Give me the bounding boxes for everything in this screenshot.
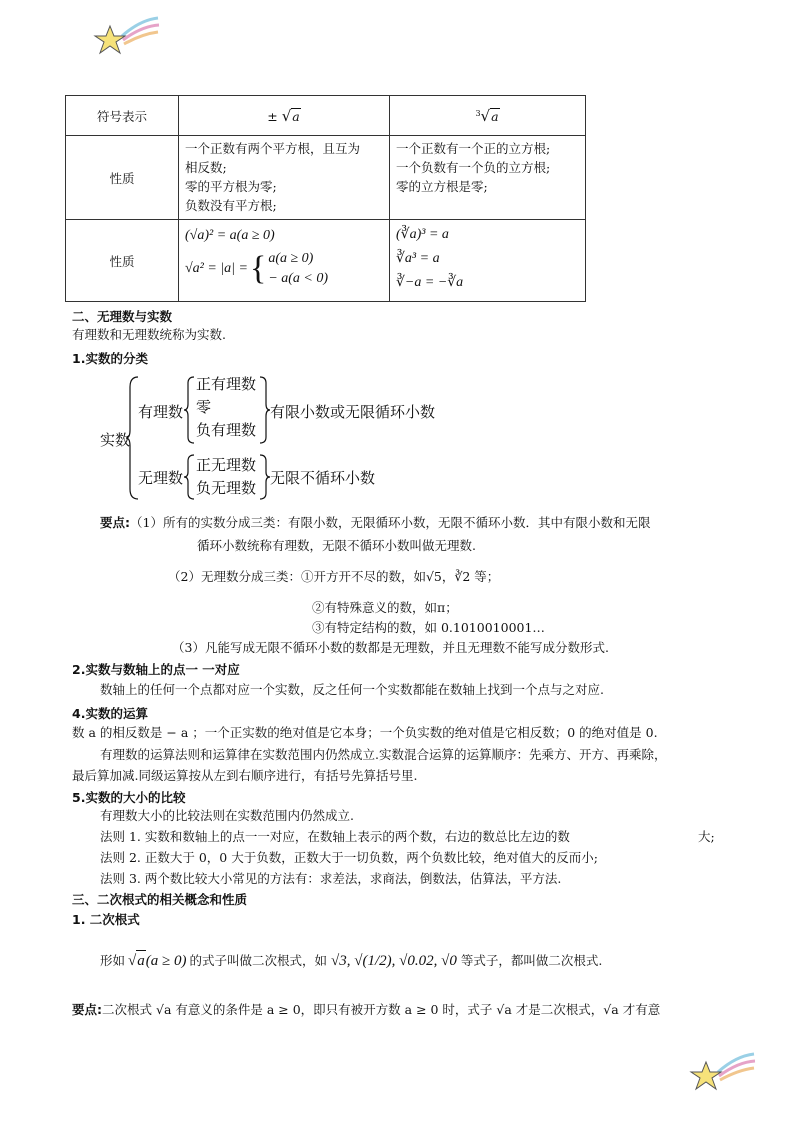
formula: √a² = |a| =	[185, 261, 248, 276]
plus-minus: ±	[267, 108, 278, 124]
subsection-5-title: 5.实数的大小的比较	[72, 790, 186, 805]
points-label: 要点:	[100, 515, 130, 530]
brace-icon	[258, 453, 270, 501]
real-number-classification-tree	[100, 373, 500, 503]
points-line	[72, 1000, 660, 1020]
text-line: 零的立方根是零;	[396, 179, 488, 194]
tree-rational-desc: 有限小数或无限循环小数	[270, 403, 436, 421]
point-text: 二次根式 √a 有意义的条件是 a ≥ 0，即只有被开方数 a ≥ 0 时，式子 √a 才是二次根式，√a 才有意	[102, 1002, 661, 1017]
definition-examples: √3, √(1/2), √0.02, √0	[331, 952, 457, 969]
section-2-title: 二、无理数与实数	[72, 309, 173, 324]
point-text: （2）无理数分成三类：①开方开不尽的数，如√5，∛2 等；	[168, 569, 500, 584]
definition-text: 形如	[100, 952, 126, 968]
subsection-4-title: 4.实数的运算	[72, 706, 148, 721]
points-label: 要点:	[72, 1002, 102, 1017]
tree-leaf: 负有理数	[196, 421, 257, 439]
paragraph: 数 a 的相反数是 − a ；一个正实数的绝对值是它本身；一个负实数的绝对值是它相反数；0 的绝对值是 0.	[72, 725, 658, 740]
point-text: （3）凡能写成无限不循环小数的数都是无理数，并且无理数不能写成分数形式.	[172, 640, 609, 655]
label-conclusions: 性质	[66, 220, 179, 302]
table-row	[66, 220, 586, 302]
point-text: ③有特定结构的数，如 0.1010010001…	[312, 620, 545, 635]
section-3-title: 三、二次根式的相关概念和性质	[72, 892, 248, 907]
brace-icon	[258, 375, 270, 445]
square-root-conclusions: (√a)² = a(a ≥ 0) √a² = |a| = { a(a ≥ 0) − a(a < 0)	[179, 220, 390, 302]
brace-icon	[184, 375, 196, 445]
tree-leaf: 零	[196, 398, 212, 416]
subsection-2-title: 2.实数与数轴上的点一 一对应	[72, 662, 240, 677]
point-text: ②有特殊意义的数，如π；	[312, 600, 458, 615]
paragraph: 数轴上的任何一个点都对应一个实数，反之任何一个实数都能在数轴上找到一个点与之对应.	[100, 682, 604, 697]
definition-text: 的式子叫做二次根式，如	[189, 952, 327, 968]
radicand: a	[491, 108, 499, 124]
text-line: 一个正数有两个平方根，且互为	[185, 141, 361, 156]
rule-1-end: 大;	[698, 829, 715, 844]
square-root-properties	[179, 136, 390, 220]
header-square-root: ± √a	[179, 96, 390, 136]
tree-rational: 有理数	[138, 403, 184, 421]
tree-leaf: 正无理数	[196, 456, 257, 474]
tree-leaf: 负无理数	[196, 479, 257, 497]
formula: ∛a³ = a	[396, 251, 440, 266]
table-row	[66, 96, 586, 136]
section-2-intro: 有理数和无理数统称为实数.	[72, 327, 226, 342]
formula: (√a)² = a(a ≥ 0)	[185, 228, 275, 243]
text-line: 一个正数有一个正的立方根;	[396, 141, 551, 156]
star-decoration-top	[92, 14, 162, 60]
formula: ∛−a = −∛a	[396, 275, 464, 290]
rule-1: 法则 1. 实数和数轴上的点一一对应，在数轴上表示的两个数，右边的数总比左边的数	[100, 829, 570, 844]
points-line-1	[100, 513, 650, 533]
formula: (∛a)³ = a	[396, 227, 449, 242]
star-decoration-bottom	[688, 1050, 758, 1096]
formula-case: a(a ≥ 0)	[268, 251, 314, 266]
paragraph: 最后算加减.同级运算按从左到右顺序进行，有括号先算括号里.	[72, 768, 418, 783]
paragraph: 有理数的运算法则和运算律在实数范围内仍然成立.实数混合运算的运算顺序：先乘方、开方、再乘除，	[100, 747, 667, 762]
tree-leaf: 正有理数	[196, 375, 257, 393]
header-cube-root: $^3$√a	[390, 96, 586, 136]
point-text: （1）所有的实数分成三类：有限小数，无限循环小数，无限不循环小数．其中有限小数和无限	[130, 515, 651, 530]
table-row	[66, 136, 586, 220]
tree-root: 实数	[100, 431, 131, 449]
definition-line	[100, 950, 602, 971]
rule-2: 法则 2. 正数大于 0，0 大于负数，正数大于一切负数，两个负数比较，绝对值大的反而小;	[100, 850, 598, 865]
text-line: 相反数;	[185, 160, 227, 175]
text-line: 零的平方根为零;	[185, 179, 277, 194]
brace-icon	[184, 453, 196, 501]
formula-case: − a(a < 0)	[268, 271, 329, 286]
cube-root-properties	[390, 136, 586, 220]
tree-irrational: 无理数	[138, 469, 184, 487]
subsection-1-title: 1.实数的分类	[72, 351, 148, 366]
tree-irrational-desc: 无限不循环小数	[270, 469, 376, 487]
paragraph: 有理数大小的比较法则在实数范围内仍然成立.	[100, 808, 354, 823]
subsection-1-title: 1. 二次根式	[72, 912, 140, 927]
root-properties-table	[65, 95, 586, 302]
radicand: a	[292, 108, 300, 124]
text-line: 一个负数有一个负的立方根;	[396, 160, 551, 175]
text-line: 负数没有平方根;	[185, 198, 277, 213]
definition-formula: √a(a ≥ 0)	[128, 950, 186, 971]
root-index: 3	[475, 108, 481, 118]
label-properties: 性质	[66, 136, 179, 220]
rule-3: 法则 3. 两个数比较大小常见的方法有：求差法，求商法，倒数法，估算法，平方法.	[100, 871, 562, 886]
header-symbol: 符号表示	[66, 96, 179, 136]
point-text: 循环小数统称有理数，无限不循环小数叫做无理数.	[197, 538, 476, 553]
cube-root-conclusions	[390, 220, 586, 302]
definition-text: 等式子，都叫做二次根式.	[460, 952, 603, 968]
